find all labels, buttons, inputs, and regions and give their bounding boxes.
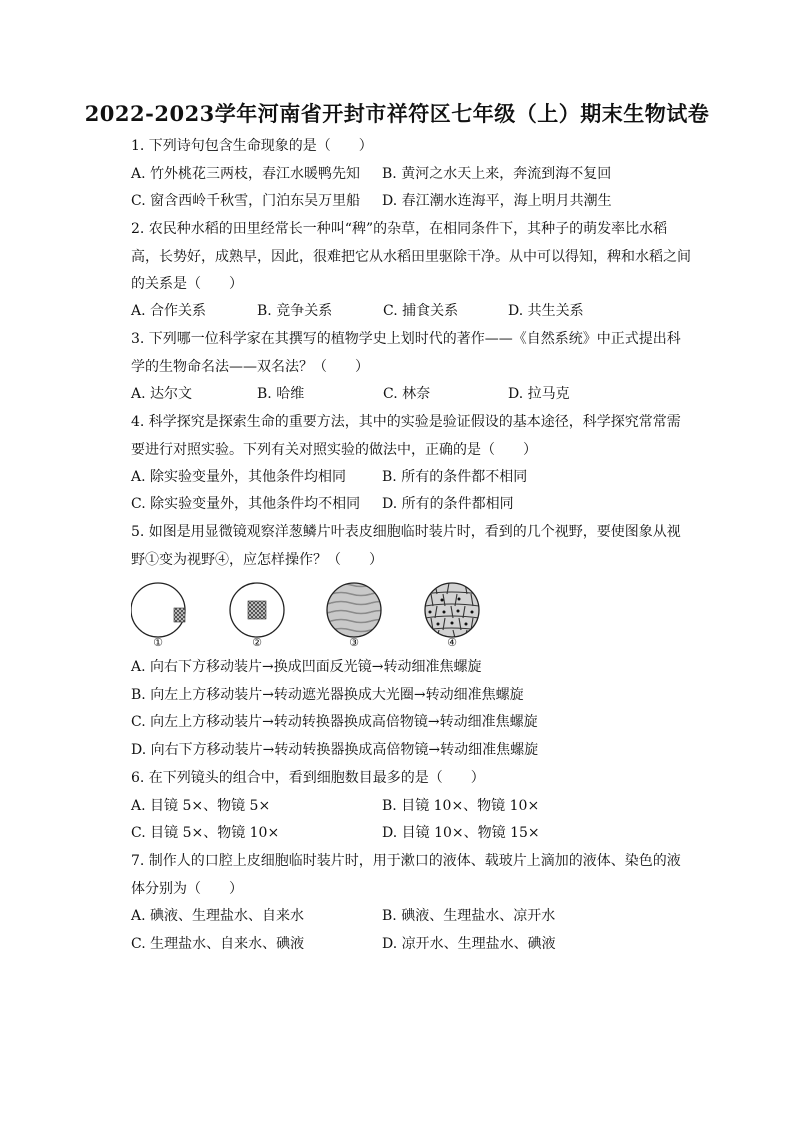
option-6c[interactable]: C. 目镜 5×、物镜 10×	[131, 825, 280, 841]
option-2b[interactable]: B. 竞争关系	[257, 303, 333, 319]
question-1-stem: 1. 下列诗句包含生命现象的是（ ）	[131, 138, 373, 154]
option-1a[interactable]: A. 竹外桃花三两枝，春江水暖鸭先知	[131, 166, 361, 182]
option-4b[interactable]: B. 所有的条件都不相同	[382, 469, 528, 485]
option-6b[interactable]: B. 目镜 10×、物镜 10×	[382, 798, 540, 814]
option-3c[interactable]: C. 林奈	[383, 386, 431, 402]
page-title: 2022-2023学年河南省开封市祥符区七年级（上）期末生物试卷	[84, 101, 710, 126]
field-3	[327, 583, 381, 637]
field-2-label: ②	[252, 636, 262, 649]
option-7c[interactable]: C. 生理盐水、自来水、碘液	[131, 936, 305, 952]
question-6-options-row-1	[131, 793, 691, 820]
question-7-options-row-1	[131, 903, 691, 930]
option-1c[interactable]: C. 窗含西岭千秋雪，门泊东吴万里船	[131, 193, 361, 209]
option-3a[interactable]: A. 达尔文	[131, 386, 193, 402]
question-5-stem: 5. 如图是用显微镜观察洋葱鳞片叶表皮细胞临时装片时，看到的几个视野，要使图象从视野①变为视野④，应怎样操作？（ ）	[131, 524, 681, 568]
question-6-options-row-2	[131, 820, 691, 847]
option-2d[interactable]: D. 共生关系	[508, 303, 584, 319]
option-6a[interactable]: A. 目镜 5×、物镜 5×	[131, 798, 271, 814]
option-5c[interactable]: C. 向左上方移动装片→转动转换器换成高倍物镜→转动细准焦螺旋	[131, 714, 538, 730]
question-5-option-c-row	[131, 709, 691, 736]
question-5-option-a-row	[131, 654, 691, 681]
option-3d[interactable]: D. 拉马克	[508, 386, 570, 402]
option-4d[interactable]: D. 所有的条件都相同	[382, 496, 514, 512]
option-5b[interactable]: B. 向左上方移动装片→转动遮光器换成大光圈→转动细准焦螺旋	[131, 687, 524, 703]
question-1-options-row-1	[131, 161, 691, 188]
microscope-fields-figure	[131, 580, 491, 650]
field-1	[131, 583, 185, 637]
option-3b[interactable]: B. 哈维	[257, 386, 305, 402]
question-4-options-row-2	[131, 491, 691, 518]
option-7b[interactable]: B. 碘液、生理盐水、凉开水	[382, 908, 556, 924]
option-7d[interactable]: D. 凉开水、生理盐水、碘液	[382, 936, 556, 952]
question-5-option-d-row	[131, 737, 691, 764]
question-3-stem: 3. 下列哪一位科学家在其撰写的植物学史上划时代的著作——《自然系统》中正式提出科学的生物命名法——双名法？（ ）	[131, 331, 681, 375]
question-4-options-row-1	[131, 464, 691, 491]
question-5-option-b-row	[131, 682, 691, 709]
field-2	[230, 583, 284, 637]
question-7-stem: 7. 制作人的口腔上皮细胞临时装片时，用于漱口的液体、载玻片上滴加的液体、染色的液体分别为（ ）	[131, 853, 681, 897]
field-4-label: ④	[447, 636, 457, 649]
question-3-options-row	[131, 381, 691, 408]
microscope-fields-svg	[131, 580, 491, 650]
option-2c[interactable]: C. 捕食关系	[383, 303, 459, 319]
option-7a[interactable]: A. 碘液、生理盐水、自来水	[131, 908, 305, 924]
field-1-label: ①	[153, 636, 163, 649]
question-2-options-row	[131, 298, 691, 325]
option-6d[interactable]: D. 目镜 10×、物镜 15×	[382, 825, 540, 841]
question-6-stem: 6. 在下列镜头的组合中，看到细胞数目最多的是（ ）	[131, 770, 485, 786]
option-1b[interactable]: B. 黄河之水天上来，奔流到海不复回	[382, 166, 612, 182]
option-2a[interactable]: A. 合作关系	[131, 303, 207, 319]
question-7-options-row-2	[131, 931, 691, 958]
question-2-stem: 2. 农民种水稻的田里经常长一种叫“稗”的杂草，在相同条件下，其种子的萌发率比水稻高，长势好，成熟早，因此，很难把它从水稻田里驱除干净。从中可以得知，稗和水稻之间的关系是（ ）	[131, 221, 691, 292]
option-1d[interactable]: D. 春江潮水连海平，海上明月共潮生	[382, 193, 612, 209]
field-3-label: ③	[349, 636, 359, 649]
question-4-stem: 4. 科学探究是探索生命的重要方法，其中的实验是验证假设的基本途径，科学探究常常需要进行对照实验。下列有关对照实验的做法中，正确的是（ ）	[131, 414, 681, 458]
option-5a[interactable]: A. 向右下方移动装片→换成凹面反光镜→转动细准焦螺旋	[131, 659, 482, 675]
option-5d[interactable]: D. 向右下方移动装片→转动转换器换成高倍物镜→转动细准焦螺旋	[131, 742, 539, 758]
option-4a[interactable]: A. 除实验变量外，其他条件均相同	[131, 469, 347, 485]
question-1-options-row-2	[131, 188, 691, 215]
field-4	[425, 583, 479, 638]
option-4c[interactable]: C. 除实验变量外，其他条件均不相同	[131, 496, 361, 512]
